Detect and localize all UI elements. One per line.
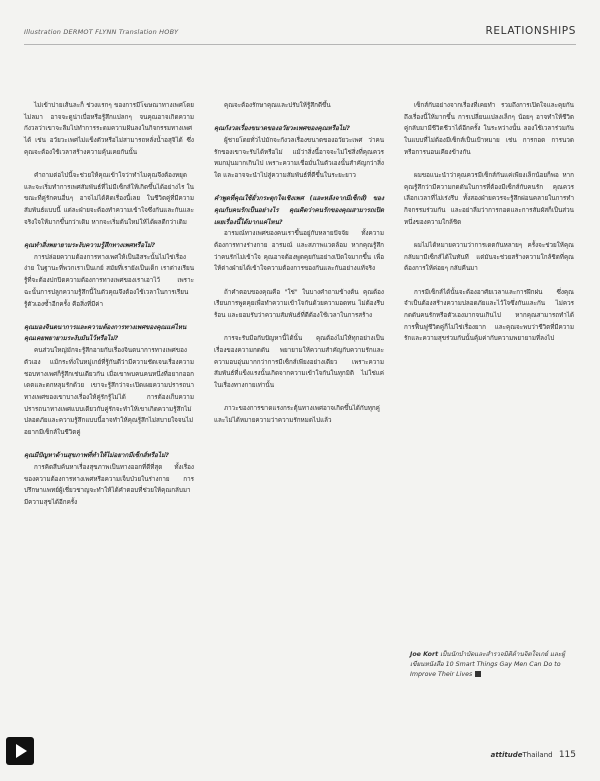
author-bio-text: เป็นนักบำบัดและสำรวจมิติด้านจิตใจเกย์ และผู้เขียนหนังสือ (410, 651, 565, 668)
paragraph: ผมขอแนะนำว่าคุณควรมีเซ็กส์กันแค่เพียงเล็กน้อยก็พอ หากคุณรู้สึกว่ามีความกดดันในการที่ต้องมีเซ็กส์กับคนรัก คุณควรเลือกเวลาที่ไม่เร่งรีบ ทั้งสองฝ่ายควรจะรู้สึกผ่อนคลายในการทำกิจกรรมร่วมกัน และอย่าลืมว่าการกอดและการสัมผัสก็เป็นส่วนหนึ่งของความใกล้ชิด (404, 172, 574, 226)
play-icon[interactable] (6, 737, 34, 765)
paragraph: การมีเซ็กส์ได้นั้นจะต้องอาศัยเวลาและการฝึกฝน ซึ่งคุณจำเป็นต้องสร้างความปลอดภัยและไว้ใจซึ่งกันและกัน ไม่ควรกดดันคนรักหรือตัวเองมากจนเกินไป หากคุณสามารถทำได้ การฟื้นฟูชีวิตคู่ก็ไม่ใช่เรื่องยาก และคุณจะพบว่าชีวิตที่มีความรักและความสุขร่วมกันนั้นคุ้มค่ากับความพยายามที่ลงไป (404, 288, 574, 343)
paragraph: การจะรับมือกับปัญหานี้ได้นั้น คุณต้องไม่ให้ทุกอย่างเป็นเรื่องของความกดดัน พยายามให้ความสำคัญกับความรักและความอบอุ่นมากกว่าการมีเซ็กส์เพียงอย่างเดียว เพราะความสัมพันธ์ที่แข็งแรงนั้นเกิดจากความเข้าใจกันในทุกมิติ ไม่ใช่แค่ในเรื่องทางกายเท่านั้น (214, 335, 384, 390)
paragraph: อารมณ์ทางเพศของคนเราขึ้นอยู่กับหลายปัจจัย ทั้งความต้องการทางร่างกาย อารมณ์ และสภาพแวดล้อม หากคุณรู้สึกว่าคนรักไม่เข้าใจ คุณอาจต้องพูดคุยกันอย่างเปิดใจมากขึ้น เพื่อให้ต่างฝ่ายได้เข้าใจความต้องการของกันและกันอย่างแท้จริง (214, 230, 384, 273)
paragraph: ถ้าคำตอบของคุณคือ "ใช่" ในบางคำถามข้างต้น คุณต้องเรียนการพูดคุยเพื่อทำความเข้าใจกันด้วยความอดทน ไม่ต้องรีบร้อน และยอมรับว่าความสัมพันธ์ที่ดีต้องใช้เวลาในการสร้าง (214, 288, 384, 320)
paragraph: คำถามต่อไปนี้จะช่วยให้คุณเข้าใจว่าทำไมคุณจึงต้องหยุด และจะเริ่มทำการเพศสัมพันธ์ที่ไม่มีเซ็กส์ให้เกิดขึ้นได้อย่างไร ในขณะที่คู่รักคนอื่นๆ อาจไม่ได้คิดเรื่องนี้เลย ในชีวิตคู่ที่มีความสัมพันธ์แบบนี้ แต่ละฝ่ายจะต้องทำความเข้าใจซึ่งกันและกันและจริงใจให้มากขึ้นกว่าเดิม หากจะเริ่มต้นใหม่ให้ได้ผลดีกว่าเดิม (24, 172, 194, 226)
author-name: Joe Kort (410, 651, 439, 658)
paragraph: ผู้ชายโดยทั่วไปมักจะกังวลเรื่องขนาดของอวัยวะเพศ ว่าคนรักของเขาจะรับได้หรือไม่ แม้ว่าสิ่งนี้อาจจะไม่ใช่สิ่งที่คุณควรหมกมุ่นมากเกินไป เพราะความเชื่อมั่นในตัวเองนั้นสำคัญกว่าสิ่งใด และอาจจะนำไปสู่ความสัมพันธ์ที่ดีขึ้นในระยะยาว (214, 136, 384, 180)
paragraph: ผมไม่ได้หมายความว่าการเดตกันหลายๆ ครั้งจะช่วยให้คุณกลับมามีเซ็กส์ได้ในทันที แต่มันจะช่วยสร้างความใกล้ชิดที่คุณต้องการให้ค่อยๆ กลับคืนมา (404, 242, 574, 273)
column-1 (24, 100, 194, 520)
paragraph: การปล่อยความต้องการทางเพศให้เป็นอิสระนั้นไม่ใช่เรื่องง่าย ในฐานะที่พวกเราเป็นเกย์ สมัยที่เรายังเป็นเด็ก เราต่างเรียนรู้ที่จะต้องปกปิดความต้องการทางเพศของเราเอาไว้ เพราะฉะนั้นการปลูกความรู้สึกนี้ในตัวคุณจึงต้องใช้เวลาในการเรียนรู้ตัวเองซ้ำอีกครั้ง คือสิ่งที่มีค่า (24, 253, 194, 308)
subheading: คุณกังวลเรื่องขนาดของอวัยวะเพศของคุณหรือไม่? (214, 125, 350, 133)
column-3 (404, 100, 574, 357)
subheading: คุณมีปัญหาด้านสุขภาพที่ทำให้ไม่อยากมีเซ็กส์หรือไม่? (24, 452, 169, 460)
paragraph: การคิดสืบค้นหาเรื่องสุขภาพเป็นทางออกที่ดีที่สุด ทั้งเรื่องของความต้องการทางเพศหรือความเจ็บป่วยในร่างกาย การปรึกษาแพทย์ผู้เชี่ยวชาญจะทำให้ได้คำตอบที่ช่วยให้คุณกลับมามีความสุขได้อีกครั้ง (24, 463, 194, 507)
page-number: 115 (558, 750, 576, 760)
section-title: RELATIONSHIPS (485, 25, 576, 37)
author-bio (410, 650, 575, 680)
end-mark-icon (475, 671, 481, 677)
subheading: คุณมองจินตนาการและความต้องการทางเพศของคุณแค่ไหน คุณเคยพยายามระงับมันไว้หรือไม่? (24, 323, 187, 343)
page-header (24, 25, 576, 45)
credits: Illustration DERMOT FLYNN Translation HOBY (24, 28, 179, 36)
paragraph: ภาวะของการขาดแรงกระตุ้นทางเพศอาจเกิดขึ้นได้กับทุกคู่ และไม่ได้หมายความว่าความรักหมดไปแล้ว (214, 405, 380, 424)
paragraph: เซ็กส์กับอย่างจากเรื่องที่เคยทำ รวมถึงการเปิดใจและคุยกันถึงเรื่องนี้ให้มากขึ้น การเปลี่ยนแปลงเล็กๆ น้อยๆ อาจทำให้ชีวิตคู่กลับมามีชีวิตชีวาได้อีกครั้ง ในระหว่างนั้น ลองใช้เวลาร่วมกันในแบบที่ไม่ต้องมีเซ็กส์เป็นเป้าหมาย เช่น การกอด การนวด หรือการนอนเคียงข้างกัน (404, 102, 574, 156)
book-title: 10 Smart Things Gay Men Can Do to Improve Their Lives (410, 661, 561, 678)
magazine-brand: attitude (490, 751, 523, 759)
paragraph: ไม่เข้าบ่ายเส้นละก็ ช่วงแรกๆ ของการมีโฆษณาทางเพศโดยไม่ลมา อาจจะดูน่าเบื่อหรือรู้สึกแปลกๆ จนคุณอาจเกิดความกังวลว่าเขาจะลืมไปทำการระดมความฝันลงในกิจกรรมทางเพศได้ เช่น อวัยวะเพศไม่แข็งตัวหรือไม่สามารถหลั่งน้ำอสุจิได้ ซึ่งคุณจะต้องใช้เวลาสร้างความคุ้นเคยกันนั้น (24, 102, 194, 156)
page-footer (491, 750, 576, 760)
subheading: คำพูดที่คุณใช้ยั่วกระตุกใจเชิงเพศ (และหลังจากมีเซ็กส์) ของคุณกับคนรักเป็นอย่างไร คุณคิดว่าคนรักของคุณสามารถเปิดเผยเรื่องนี้ได้มากแค่ไหน? (214, 195, 384, 226)
column-2 (214, 100, 384, 438)
magazine-edition: Thailand (522, 751, 553, 759)
paragraph: คุณจะต้องรักษาคุณและปรับให้รู้สึกดีขึ้น (224, 102, 331, 109)
paragraph: คนส่วนใหญ่มักจะรู้สึกอายกับเรื่องจินตนาการทางเพศของตัวเอง แม้กระทั่งในหมู่เกย์ที่รู้กันดีว่ามีความชัดเจนเรื่องความชอบทางเพศก็รู้สึกเช่นเดียวกัน เมื่อเขาพบคนคนหนึ่งที่อยากออกเดตและตกหลุมรักด้วย เขาจะรู้สึกว่าจะเปิดเผยความปรารถนาทางเพศของเขาบางเรื่องให้คู่รักรู้ไม่ได้ การต้องเก็บความปรารถนาทางเพศแบบเดียวกับคู่รักจะทำให้เขาเกิดความรู้สึกไม่ปลอดภัยและความรู้สึกแบบนี้อาจทำให้คุณรู้สึกไม่สบายใจจนไม่อยากมีเซ็กส์ในชีวิตคู่ (24, 347, 194, 437)
subheading: คุณทำสิ่งพยายามระงับความรู้สึกทางเพศหรือไม่? (24, 242, 156, 250)
